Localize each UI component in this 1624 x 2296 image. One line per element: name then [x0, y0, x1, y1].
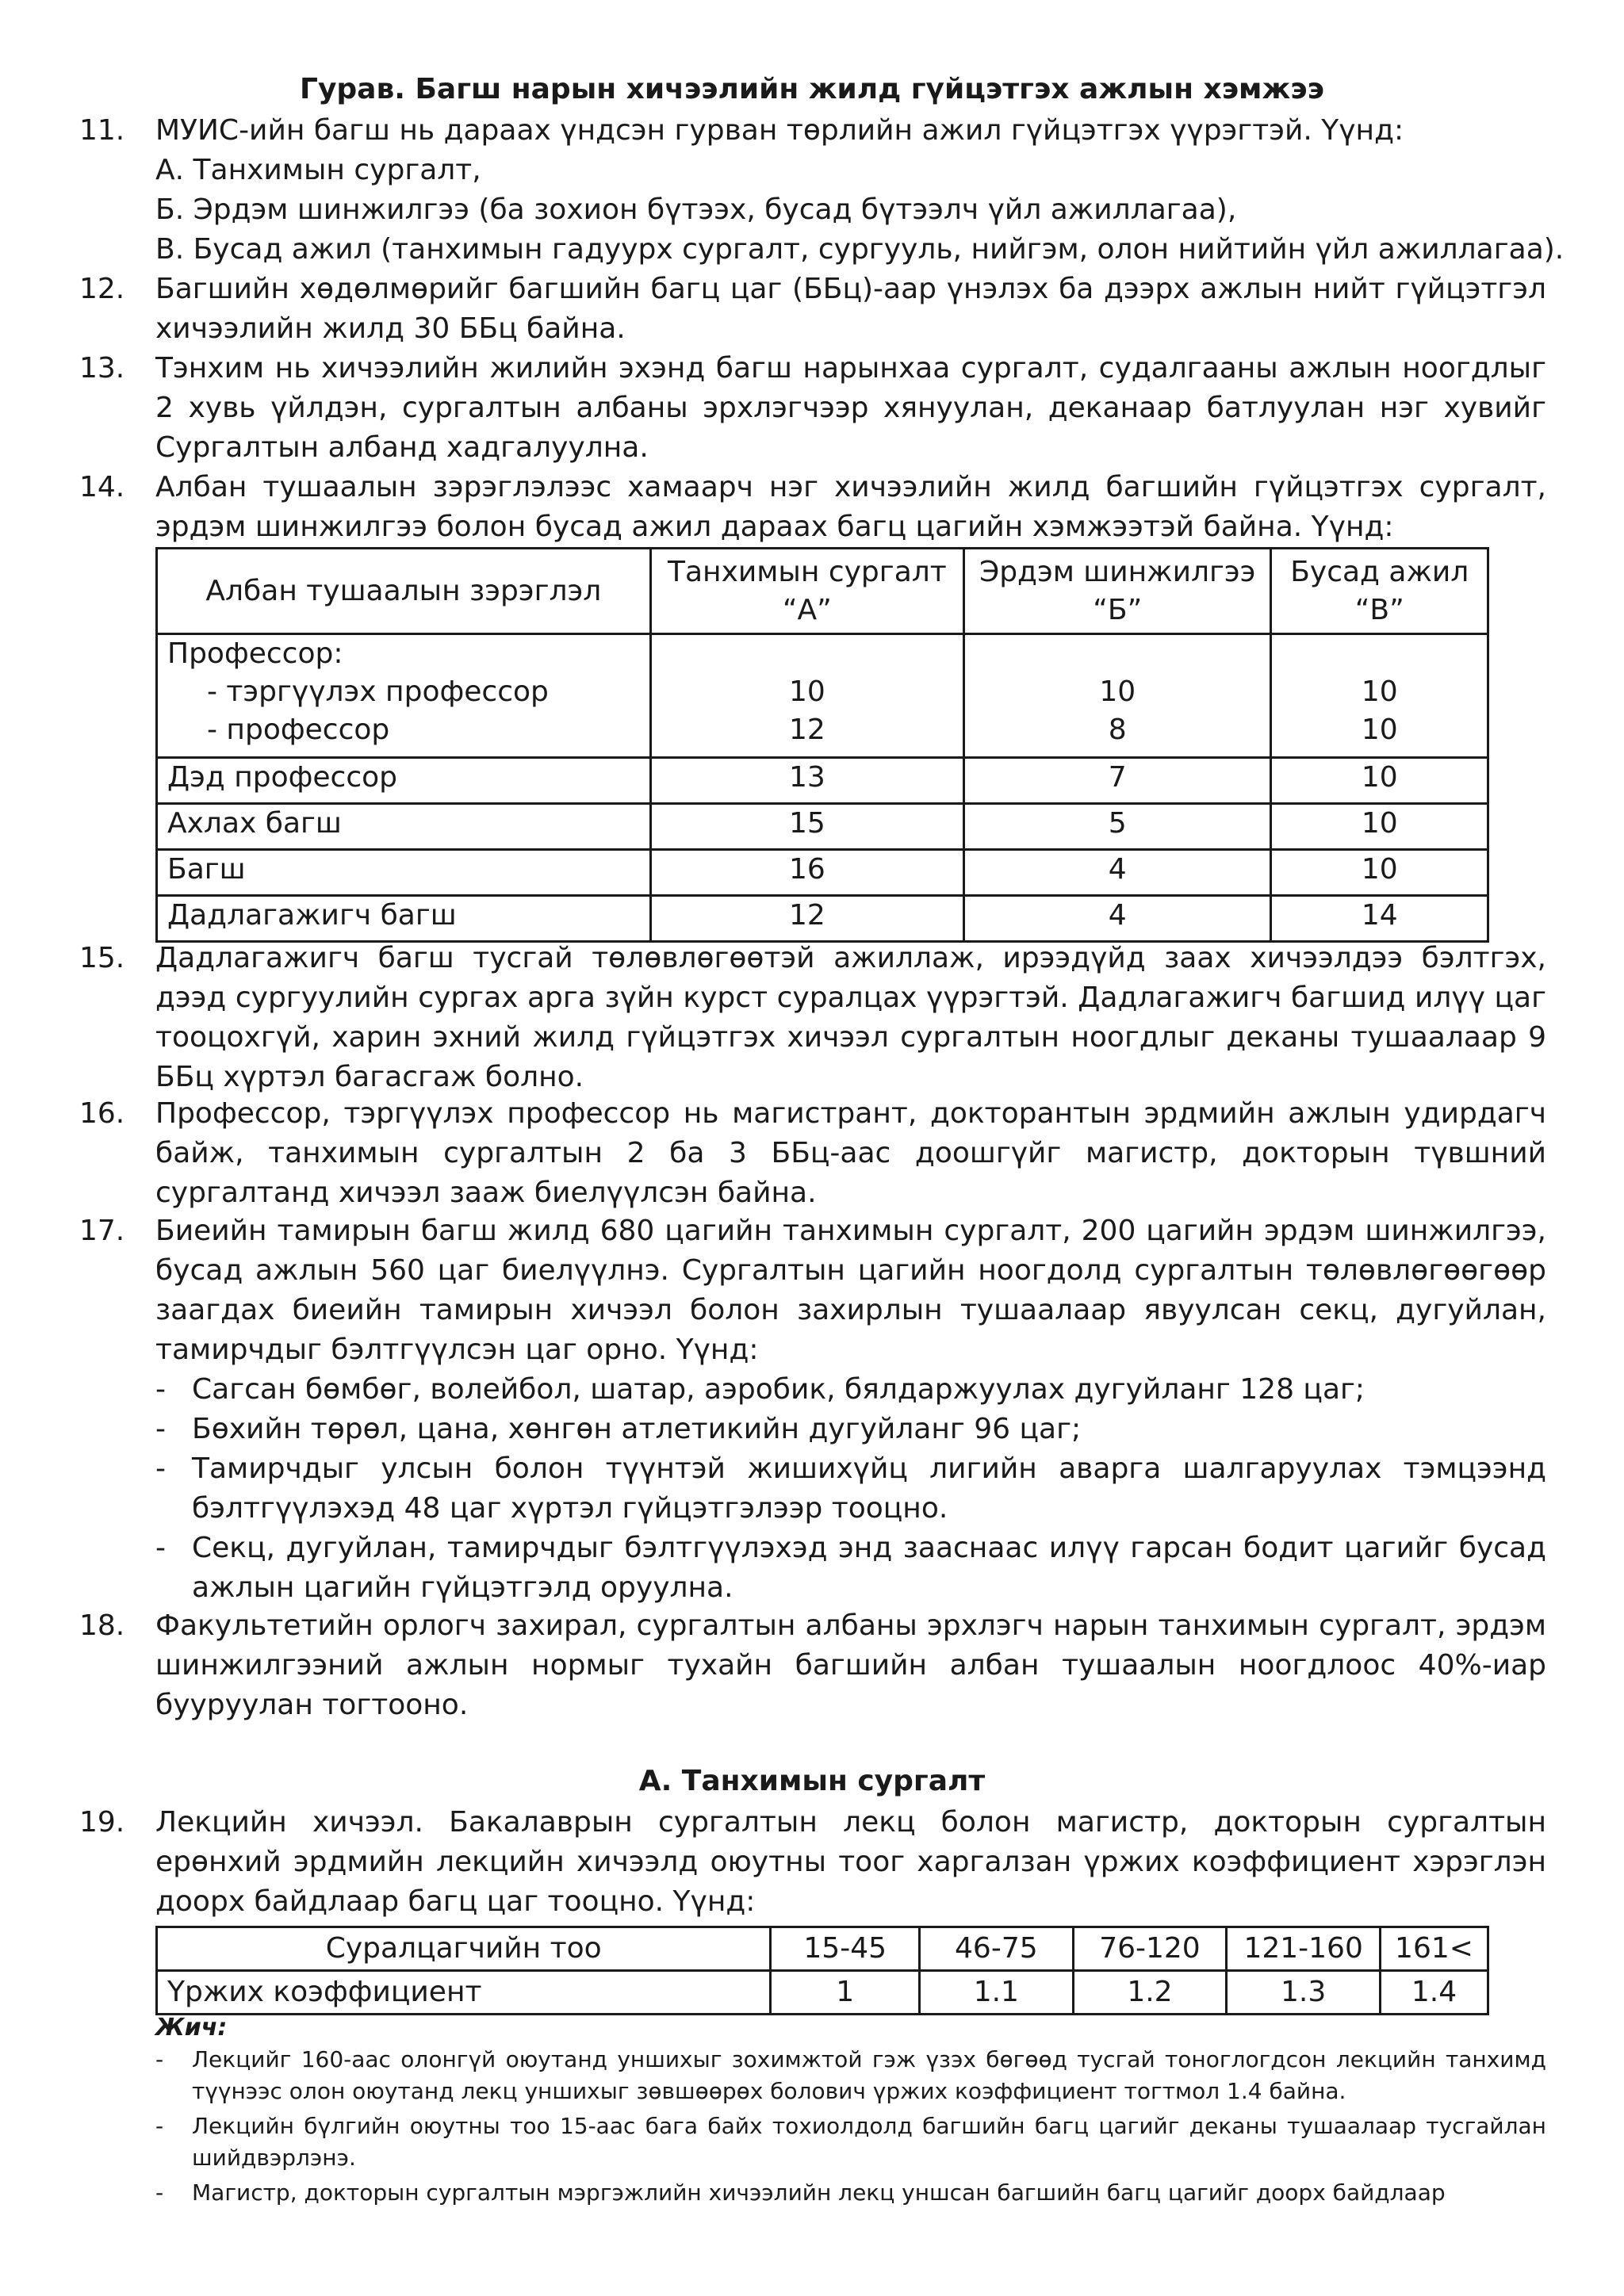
dash-icon: -: [155, 2046, 164, 2072]
row-value: 10: [1271, 758, 1488, 804]
section-title: Гурав. Багш нарын хичээлийн жилд гүйцэтгэх ажлын хэмжээ: [300, 73, 1324, 105]
bullet-text: Секц, дугуйлан, тамирчдыг бэлтгүүлэхэд энд зааснаас илүү гарсан бодит цагийг бусад ажлын цагийн гүйцэтгэлд оруулна.: [192, 1532, 1546, 1604]
table-header-row: [157, 549, 1488, 634]
row-value: 16: [650, 850, 963, 896]
item-number: 17.: [79, 1215, 125, 1247]
table-row: [157, 804, 1488, 850]
item-text: Тэнхим нь хичээлийн жилийн эхэнд багш нарынхаа сургалт, судалгааны ажлын ноогдлыг 2 хувь үйлдэн, сургалтын албаны эрхлэгчээр хянуулан, деканаар батлуулан нэг хувийг Сургалтын албанд хадгалуулна.: [155, 352, 1546, 464]
item-text: Лекцийн хичээл. Бакалаврын сургалтын лекц болон магистр, докторын сургалтын ерөнхий эрдмийн лекцийн хичээлд оюутны тоог харгалзан үржих коэффициент хэрэглэн доорх байдлаар багц цаг тооцно. Үүнд:: [155, 1806, 1546, 1918]
note-text: Лекцийн бүлгийн оюутны тоо 15-аас бага байх тохиолдолд багшийн багц цагийг деканы тушаалаар тусгайлан шийдвэрлэнэ.: [192, 2113, 1546, 2171]
row-name: Дэд профессор: [157, 758, 651, 804]
item-text: Профессор, тэргүүлэх профессор нь магистрант, докторантын эрдмийн ажлын удирдагч байж, танхимын сургалтын 2 ба 3 ББц-аас доошгүйг магистр, докторын түвшний сургалтанд хичээл зааж биелүүлсэн байна.: [155, 1097, 1546, 1209]
row-value: 15: [650, 804, 963, 850]
row-label: Суралцагчийн тоо: [157, 1927, 771, 1971]
item-text: Багшийн хөдөлмөрийг багшийн багц цаг (ББц)-аар үнэлэх ба дээрх ажлын нийт гүйцэтгэл хичээлийн жилд 30 ББц байна.: [155, 273, 1546, 345]
item-number: 14.: [79, 471, 125, 503]
row-value: 10: [788, 675, 825, 708]
cell: 15-45: [771, 1927, 920, 1971]
item-11-a: А. Танхимын сургалт,: [155, 154, 481, 186]
dash-icon: -: [155, 2179, 164, 2206]
item-number: 16.: [79, 1097, 125, 1130]
item-number: 18.: [79, 1609, 125, 1642]
item-text: Дадлагажигч багш тусгай төлөвлөгөөтэй ажиллаж, ирээдүйд заах хичээлдээ бэлтгэх, дээд сургуулийн сургах арга зүйн курст суралцах үүрэгтэй. Дадлагажигч багшид илүү цаг тооцохгүй, харин эхний жилд гүйцэтгэх хичээл сургалтын ноогдлыг деканы тушаалаар 9 ББц хүртэл багасгаж болно.: [155, 942, 1546, 1093]
bullet-text: Тамирчдыг улсын болон түүнтэй жишихүйц лигийн аварга шалгаруулах тэмцээнд бэлтгүүлэхэд 48 цаг хүртэл гүйцэтгэлээр тооцно.: [192, 1452, 1546, 1525]
row-value: 8: [1108, 714, 1127, 746]
item-text: МУИС-ийн багш нь дараах үндсэн гурван төрлийн ажил гүйцэтгэх үүрэгтэй. Үүнд:: [155, 114, 1404, 147]
cell: 121-160: [1227, 1927, 1381, 1971]
item-number: 19.: [79, 1806, 125, 1839]
header-position: Албан тушаалын зэрэглэл: [157, 549, 651, 634]
cell: 1.2: [1073, 1971, 1227, 2015]
table-row: [157, 758, 1488, 804]
row-name: Багш: [157, 850, 651, 896]
item-text: Биеийн тамирын багш жилд 680 цагийн танхимын сургалт, 200 цагийн эрдэм шинжилгээ, бусад ажлын 560 цаг биелүүлнэ. Сургалтын цагийн ноогдолд сургалтын төлөвлөгөөгөөр заагдах биеийн тамирын хичээл болон захирлын тушаалаар явуулсан секц, дугуйлан, тамирчдыг бэлтгүүлсэн цаг орно. Үүнд:: [155, 1215, 1546, 1366]
item-number: 15.: [79, 942, 125, 974]
note-text: Магистр, докторын сургалтын мэргэжлийн хичээлийн лекц уншсан багшийн багц цагийг доорх байдлаар: [192, 2179, 1446, 2206]
item-11-c: В. Бусад ажил (танхимын гадуурх сургалт, сургууль, нийгэм, олон нийтийн үйл ажиллагаа).: [155, 233, 1565, 266]
cell: 1: [771, 1971, 920, 2015]
student-count-row: [157, 1927, 1488, 1971]
cell: 76-120: [1073, 1927, 1227, 1971]
dash-icon: -: [155, 1413, 166, 1445]
section-a-title: А. Танхимын сургалт: [638, 1765, 986, 1797]
cell: 46-75: [920, 1927, 1074, 1971]
professor-a-cell: [650, 634, 963, 758]
row-value: 13: [650, 758, 963, 804]
row-name: - тэргүүлэх профессор: [207, 675, 549, 708]
row-value: 7: [964, 758, 1271, 804]
note-title: Жич:: [155, 2014, 228, 2042]
table-row-professor: [157, 634, 1488, 758]
item-number: 12.: [79, 273, 125, 305]
row-value: 10: [1361, 714, 1398, 746]
header-c: Бусад ажил “В”: [1271, 549, 1488, 634]
row-value: 10: [1361, 675, 1398, 708]
dash-icon: -: [155, 1532, 166, 1564]
cell: 1.3: [1227, 1971, 1381, 2015]
row-value: 4: [964, 896, 1271, 942]
row-value: 12: [650, 896, 963, 942]
row-name: Ахлах багш: [157, 804, 651, 850]
bullet-text: Сагсан бөмбөг, волейбол, шатар, аэробик, бялдаржуулах дугуйланг 128 цаг;: [192, 1373, 1365, 1406]
row-value: 12: [788, 714, 825, 746]
row-value: 14: [1271, 896, 1488, 942]
professor-c-cell: [1271, 634, 1488, 758]
dash-icon: -: [155, 2113, 164, 2139]
professor-cell: [157, 634, 651, 758]
note-text: Лекцийг 160-аас олонгүй оюутанд уншихыг зохимжтой гэж үзэх бөгөөд тусгай тоноглогдсон лекцийн танхимд түүнээс олон оюутанд лекц уншихыг зөвшөөрөх болович үржих коэффициент тогтмол 1.4 байна.: [192, 2046, 1546, 2104]
row-name: Дадлагажигч багш: [157, 896, 651, 942]
row-value: 5: [964, 804, 1271, 850]
row-value: 4: [964, 850, 1271, 896]
row-value: 10: [1271, 850, 1488, 896]
item-text: Албан тушаалын зэрэглэлээс хамаарч нэг хичээлийн жилд багшийн гүйцэтгэх сургалт, эрдэм шинжилгээ болон бусад ажил дараах багц цагийн хэмжээтэй байна. Үүнд:: [155, 471, 1546, 543]
cell: 161<: [1381, 1927, 1488, 1971]
row-label: Үржих коэффициент: [157, 1971, 771, 2015]
header-a: Танхимын сургалт “А”: [650, 549, 963, 634]
coefficient-row: [157, 1971, 1488, 2015]
cell: 1.1: [920, 1971, 1074, 2015]
row-value: 10: [1271, 804, 1488, 850]
row-name: - профессор: [207, 714, 390, 746]
item-number: 13.: [79, 352, 125, 385]
cell: 1.4: [1381, 1971, 1488, 2015]
item-text: Факультетийн орлогч захирал, сургалтын албаны эрхлэгч нарын танхимын сургалт, эрдэм шинжилгээний ажлын нормыг тухайн багшийн албан тушаалын ноогдлоос 40%-иар бууруулан тогтооно.: [155, 1609, 1546, 1721]
dash-icon: -: [155, 1373, 166, 1406]
table-row: [157, 850, 1488, 896]
dash-icon: -: [155, 1452, 166, 1485]
professor-group-label: Профессор:: [167, 637, 343, 670]
header-b: Эрдэм шинжилгээ “Б”: [964, 549, 1271, 634]
table-row: [157, 896, 1488, 942]
coefficient-table: [155, 1926, 1489, 2015]
item-11-b: Б. Эрдэм шинжилгээ (ба зохион бүтээх, бусад бүтээлч үйл ажиллагаа),: [155, 193, 1237, 226]
item-number: 11.: [79, 114, 125, 147]
professor-b-cell: [964, 634, 1271, 758]
bullet-text: Бөхийн төрөл, цана, хөнгөн атлетикийн дугуйланг 96 цаг;: [192, 1413, 1082, 1445]
workload-table: [155, 547, 1489, 943]
row-value: 10: [1099, 675, 1136, 708]
